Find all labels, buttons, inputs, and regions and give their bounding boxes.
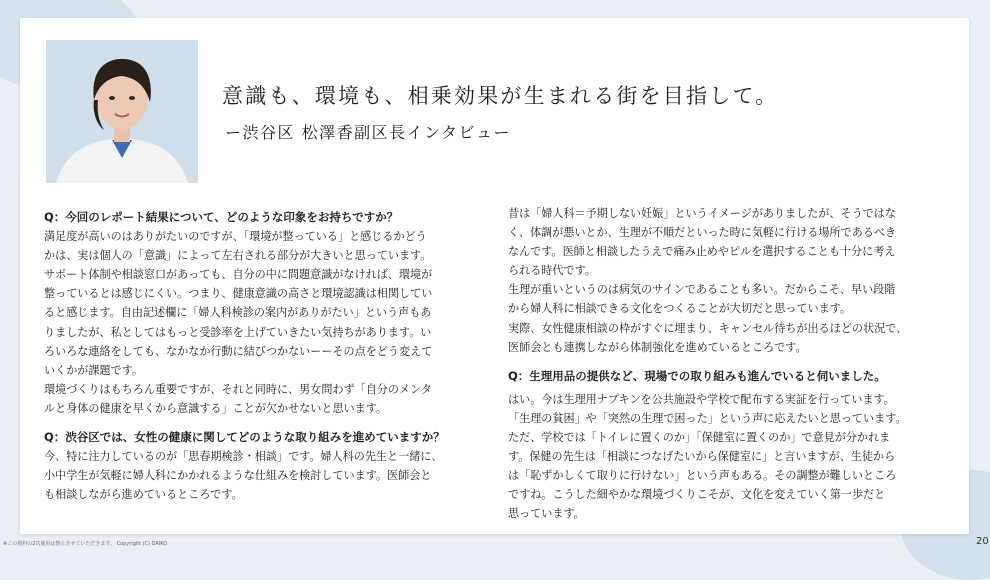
answer-2-continued: 昔は「婦人科＝予期しない妊娠」というイメージがありましたが、そうではな く、体調が悪いとか、生理が不順だといった時に気軽に行ける場所であるべき なんです。医師と相談したうえで痛み止めやピルを選択することも十分に考え られる時代です。 生理が重いというのは病気のサインであることも多い。だからこそ、早い段階 から婦人科に相談できる文化をつくることが大切だと思っています。 実際、女性健康相談の枠がすぐに埋まり、キャンセル待ちが出るほどの状況で、 医師会とも連携しながら体制強化を進めているところです。 bbox=[508, 207, 908, 354]
page-number: 20 bbox=[976, 536, 989, 547]
page-title: 意識も、環境も、相乗効果が生まれる街を目指して。 bbox=[222, 84, 779, 108]
answer-1: 満足度が高いのはありがたいのですが、「環境が整っている」と感じるかどう かは、実は個人の「意識」によって左右される部分が大きいと思っています。 サポート体制や相談窓口があっても、自分の中に問題意識がなければ、環境が 整っているとは感じにくい。つまり、健康意識の高さと環境認識は相関してい ると感じます。自由記述欄に「婦人科検診の案内がありがたい」という声もあ りましたが、私としてはもっと受診率を上げていきたい気持ちがあります。い ろいろな連絡をしても、なかなか行動に結びつかないーーその点をどう変えて いくかが課題です。 環境づくりはもちろん重要ですが、それと同時に、男女問わず「自分のメンタ ルと身体の健康を早くから意識する」ことが欠かせないと思います。 bbox=[44, 230, 433, 415]
page-subtitle: ー渋谷区 松澤香副区長インタビュー bbox=[225, 123, 511, 142]
question-3: Q：生理用品の提供など、現場での取り組みも進んでいると伺いました。 bbox=[508, 368, 886, 383]
question-2: Q：渋谷区では、女性の健康に関してどのような取り組みを進めていますか？ bbox=[44, 430, 445, 445]
question-1: Q：今回のレポート結果について、どのような印象をお持ちですか？ bbox=[44, 210, 399, 224]
copyright-note: ※この資料の2次使用は禁止させていただきます。 Copyright (C) DAIKO bbox=[3, 541, 168, 547]
left-column bbox=[44, 208, 484, 504]
interviewee-photo bbox=[46, 40, 198, 183]
answer-3: はい。今は生理用ナプキンを公共施設や学校で配布する実証を行っています。 「生理の貧困」や「突然の生理で困った」という声に応えたいと思っています。 ただ、学校では「トイレに置くのか」「保健室に置くのか」で意見が分かれま す。保健の先生は「相談につなげたいから保健室に」と言いますが、生徒から は「恥ずかしくて取りに行けない」という声もある。その調整が難しいところ ですね。こうした細やかな環境づくりこそが、文化を変えていく第一歩だと 思っています。 bbox=[508, 392, 907, 521]
right-column bbox=[508, 204, 948, 524]
slide-card bbox=[20, 18, 969, 534]
portrait-image bbox=[46, 40, 198, 183]
answer-2: 今、特に注力しているのが「思春期検診・相談」です。婦人科の先生と一緒に、 小中学生が気軽に婦人科にかかれるような仕組みを検討しています。医師会と も相談しながら進めているところです。 bbox=[44, 450, 443, 502]
